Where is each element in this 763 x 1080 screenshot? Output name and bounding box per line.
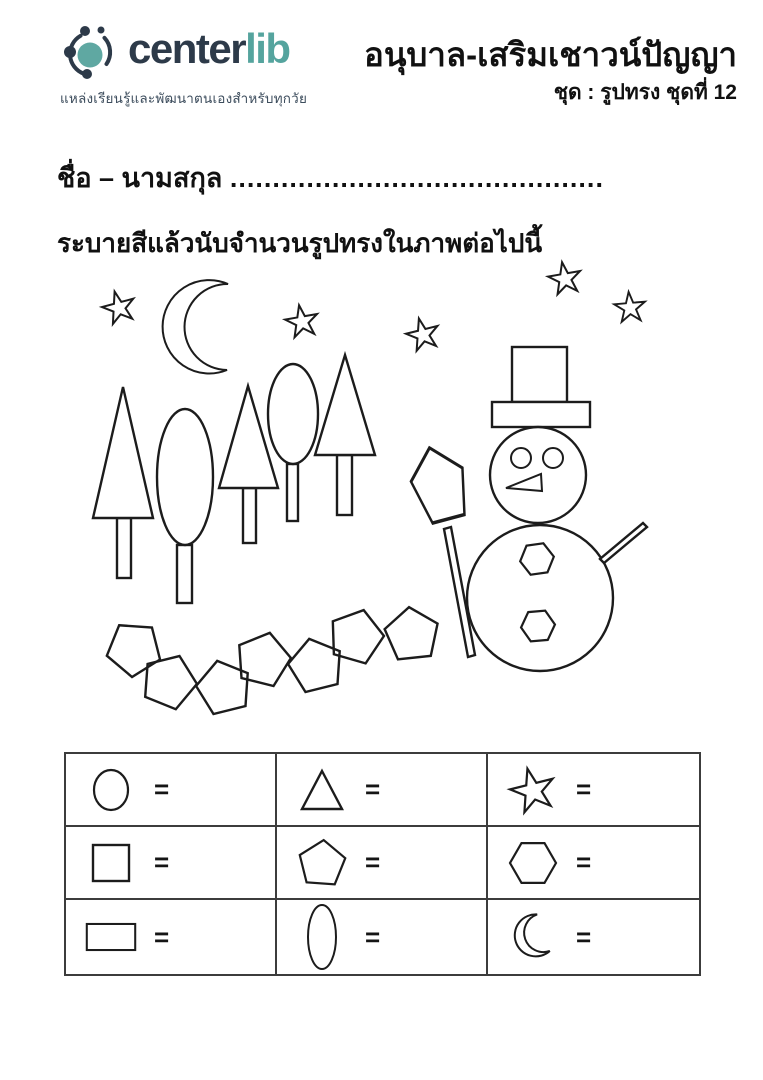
equals-sign: = [154, 774, 170, 804]
hexagon-shape-icon [506, 839, 560, 887]
answer-cell-square [66, 827, 277, 900]
square-shape-icon [84, 841, 138, 885]
oval-canopy [268, 364, 318, 464]
crescent-shape-icon [506, 911, 560, 963]
answer-cell-triangle [277, 754, 488, 827]
star-icon [403, 315, 442, 353]
brand-primary: center [128, 25, 246, 72]
star-icon [99, 287, 138, 325]
eye-circle [511, 448, 531, 468]
equals-sign: = [576, 847, 592, 877]
crescent-moon-icon [163, 280, 228, 373]
rectangle-shape-icon [84, 920, 138, 954]
centerlib-logo-icon [60, 16, 122, 80]
triangle-canopy [315, 355, 375, 455]
pentagon-icon [191, 654, 255, 716]
pentagon-shape-icon [295, 838, 349, 888]
pentagon-icon [383, 604, 441, 660]
broom-head-pentagon [404, 441, 474, 526]
eye-circle [543, 448, 563, 468]
star-shape-icon [506, 764, 560, 816]
oval-tree [268, 364, 318, 521]
pentagon-icon [283, 632, 347, 694]
pentagon-icon [97, 611, 169, 682]
shape-scene [55, 255, 705, 745]
instruction-text: ระบายสีแล้วนับจำนวนรูปทรงในภาพต่อไปนี้ [57, 228, 543, 258]
pentagon-icon [324, 603, 389, 666]
pentagon-icon [136, 646, 204, 713]
answer-cell-pentagon [277, 827, 488, 900]
equals-sign: = [576, 921, 592, 952]
answer-table [64, 752, 701, 976]
hat-top-rectangle [512, 347, 567, 402]
trunk-rectangle [117, 518, 131, 578]
triangle-tree [93, 387, 153, 578]
hat-brim-rectangle [492, 402, 590, 427]
circle-shape-icon [84, 767, 138, 813]
equals-sign: = [365, 921, 381, 952]
trunk-rectangle [287, 464, 298, 521]
worksheet-title: อนุบาล-เสริมเชาวน์ปัญญา [364, 36, 737, 73]
snowman [404, 347, 647, 671]
name-line [57, 156, 604, 199]
snowman-arm [600, 523, 647, 563]
equals-sign: = [365, 774, 381, 804]
answer-cell-oval [277, 900, 488, 974]
answer-cell-rectangle [66, 900, 277, 974]
trunk-rectangle [177, 545, 192, 603]
pentagon-icon [232, 626, 296, 688]
trunk-rectangle [337, 455, 352, 515]
star-icon [283, 302, 320, 338]
answer-cell-hexagon [488, 827, 699, 900]
oval-tree [157, 409, 213, 603]
answer-cell-circle [66, 754, 277, 827]
answer-cell-star [488, 754, 699, 827]
trunk-rectangle [243, 488, 256, 543]
brand-secondary: lib [245, 25, 290, 72]
trees [93, 355, 375, 603]
equals-sign: = [576, 774, 592, 804]
equals-sign: = [154, 921, 170, 952]
equals-sign: = [365, 847, 381, 877]
star-icon [546, 259, 583, 295]
pentagon-chain [97, 603, 441, 717]
title-block [364, 36, 737, 109]
equals-sign: = [154, 847, 170, 877]
answer-cell-crescent [488, 900, 699, 974]
brand-wordmark [128, 25, 290, 72]
brand-tagline: แหล่งเรียนรู้และพัฒนาตนเองสำหรับทุกวัย [60, 91, 308, 106]
triangle-tree [315, 355, 375, 515]
worksheet-subtitle: ชุด : รูปทรง ชุดที่ 12 [553, 80, 737, 104]
triangle-shape-icon [295, 767, 349, 813]
name-label: ชื่อ – นามสกุล [57, 163, 223, 193]
oval-canopy [157, 409, 213, 545]
star-icon [613, 291, 646, 323]
oval-shape-icon [295, 902, 349, 972]
centerlib-logo [60, 16, 307, 109]
name-dotted-line: ............................................ [229, 163, 604, 193]
triangle-canopy [93, 387, 153, 518]
